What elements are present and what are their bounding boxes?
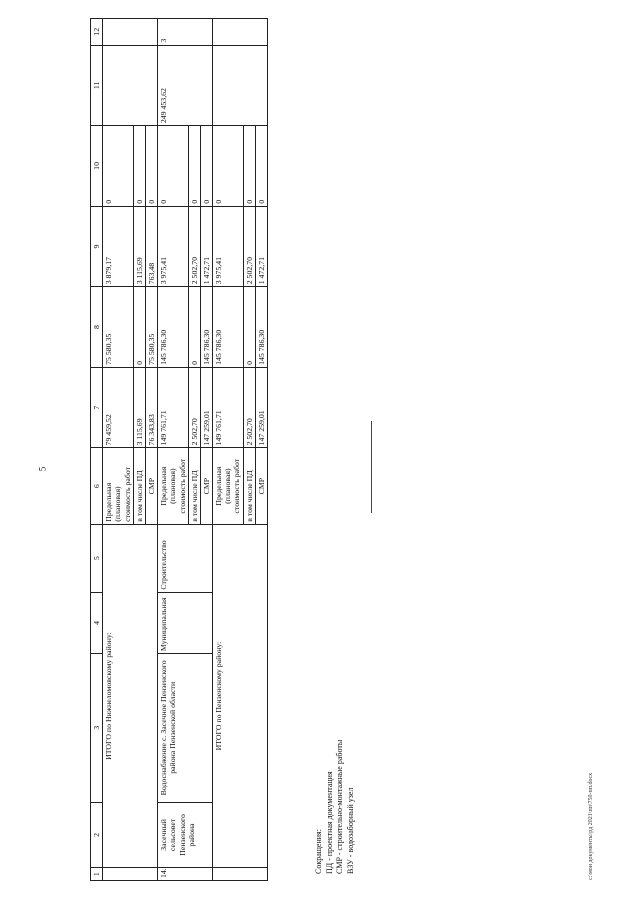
cell-c7: 149 761,71 <box>213 367 244 448</box>
total-label-1: ИТОГО по Нижнеломовскому району: <box>103 524 158 868</box>
cell-c9: 2 502,70 <box>243 206 255 287</box>
header-cell-11: 11 <box>91 45 103 126</box>
footer-path-block <box>588 700 600 880</box>
cell-c8: 0 <box>243 287 255 368</box>
row-label: СМР <box>200 448 212 524</box>
cell-c12: 3 <box>158 19 213 46</box>
cell-c9: 3 975,41 <box>158 206 189 287</box>
header-cell-3: 3 <box>91 654 103 802</box>
cell-c8: 145 786,30 <box>158 287 189 368</box>
cell-c9: 1 472,71 <box>200 206 212 287</box>
cell-c7: 2 502,70 <box>188 367 200 448</box>
header-cell-4: 4 <box>91 592 103 653</box>
cell-c7: 147 259,01 <box>200 367 212 448</box>
header-cell-5: 5 <box>91 524 103 592</box>
cell-c10: 0 <box>133 126 145 207</box>
cell-c8: 145 786,30 <box>200 287 212 368</box>
cell-c7: 2 502,70 <box>243 367 255 448</box>
cell-c7: 147 259,01 <box>255 367 267 448</box>
cell-c9: 1 472,71 <box>255 206 267 287</box>
header-cell-2: 2 <box>91 802 103 868</box>
row-label: в том числе ПД <box>188 448 200 524</box>
cell-c9: 3 115,69 <box>133 206 145 287</box>
footer-path: c:\мои документы\рд 2021\пп\750-пп.docx <box>588 772 594 880</box>
rotated-table-container <box>90 18 302 881</box>
cell-c8: 0 <box>188 287 200 368</box>
cell-c10: 0 <box>213 126 244 207</box>
cell-c9: 763,48 <box>145 206 157 287</box>
cell-c10: 0 <box>255 126 267 207</box>
row-label: Предельная (плановая) стоимость работ <box>158 448 189 524</box>
total-label-2: ИТОГО по Пензенскому району: <box>213 524 268 868</box>
cell-c9: 3 879,17 <box>103 206 134 287</box>
rotated-table-wrapper <box>90 18 302 881</box>
abbreviation-item: СМР - строительно-монтажные работы <box>335 739 344 874</box>
abbreviations-block <box>314 634 364 874</box>
header-cell-8: 8 <box>91 287 103 368</box>
table-row <box>158 19 189 881</box>
ownership-cell: Муниципальная <box>158 592 213 653</box>
investment-table <box>90 18 268 881</box>
cell-c10: 0 <box>200 126 212 207</box>
table-row <box>213 19 244 881</box>
cell-c8: 145 786,30 <box>213 287 244 368</box>
empty-cell <box>213 19 268 46</box>
empty-cell <box>103 868 158 881</box>
cell-c7: 79 459,52 <box>103 367 134 448</box>
separator-rule <box>371 421 372 513</box>
cell-c10: 0 <box>145 126 157 207</box>
cell-c8: 75 580,35 <box>145 287 157 368</box>
settlement-cell: Засечный сельсовет Пензенского района <box>158 802 213 868</box>
row-number: 14. <box>158 868 213 881</box>
header-cell-12: 12 <box>91 19 103 46</box>
cell-c10: 0 <box>158 126 189 207</box>
cell-c9: 3 975,41 <box>213 206 244 287</box>
object-cell: Водоснабжение с. Засечное Пензенского района Пензенской области <box>158 654 213 802</box>
header-row <box>91 19 103 881</box>
empty-cell <box>213 868 268 881</box>
cell-c9: 2 502,70 <box>188 206 200 287</box>
header-cell-6: 6 <box>91 448 103 524</box>
row-label: Предельная (плановая) стоимость работ <box>213 448 244 524</box>
table-row <box>103 19 134 881</box>
cell-c8: 0 <box>133 287 145 368</box>
empty-cell <box>213 45 268 126</box>
row-label: СМР <box>145 448 157 524</box>
header-cell-9: 9 <box>91 206 103 287</box>
work-type-cell: Строительство <box>158 524 213 592</box>
header-cell-7: 7 <box>91 367 103 448</box>
header-cell-1: 1 <box>91 868 103 881</box>
row-label: в том числе ПД <box>243 448 255 524</box>
empty-cell <box>103 45 158 126</box>
cell-c8: 75 580,35 <box>103 287 134 368</box>
abbreviation-item: ПД - проектная документация <box>324 771 334 874</box>
abbreviations-title: Сокращения: <box>314 829 323 874</box>
cell-c11: 249 453,62 <box>158 45 213 126</box>
row-label: Предельная (плановая) стоимость работ <box>103 448 134 524</box>
abbreviation-item: ВЗУ - водозаборный узел <box>345 787 355 874</box>
cell-c7: 3 115,69 <box>133 367 145 448</box>
abbreviations-content <box>314 634 364 874</box>
cell-c10: 0 <box>188 126 200 207</box>
cell-c7: 149 761,71 <box>158 367 189 448</box>
row-label: СМР <box>255 448 267 524</box>
empty-cell <box>103 19 158 46</box>
cell-c8: 145 786,30 <box>255 287 267 368</box>
row-label: в том числе ПД <box>133 448 145 524</box>
cell-c7: 76 343,83 <box>145 367 157 448</box>
header-cell-10: 10 <box>91 126 103 207</box>
cell-c10: 0 <box>243 126 255 207</box>
cell-c10: 0 <box>103 126 134 207</box>
page-number: 5 <box>37 466 48 472</box>
